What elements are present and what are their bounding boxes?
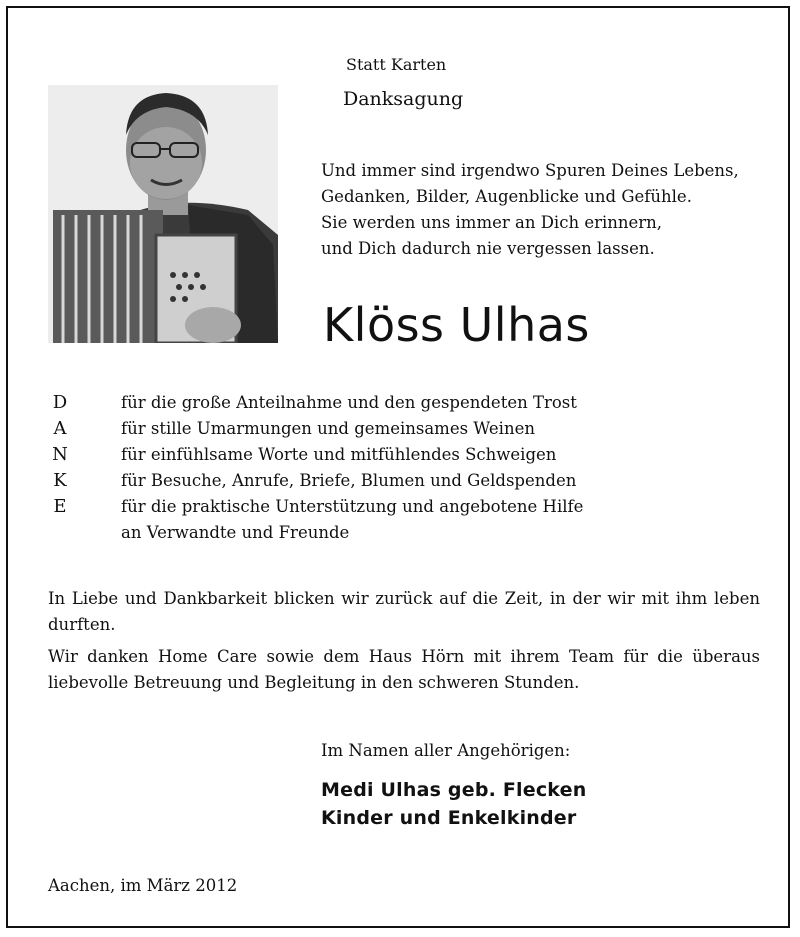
danksagung-heading: Danksagung <box>343 88 464 110</box>
notice-frame <box>6 6 790 928</box>
danke-line: für einfühlsame Worte und mitfühlendes Schweigen <box>121 445 557 464</box>
statt-karten-label: Statt Karten <box>346 55 447 74</box>
deceased-name: Klöss Ulhas <box>323 298 590 352</box>
danke-line: an Verwandte und Freunde <box>121 523 350 542</box>
danke-letter: K <box>53 470 67 491</box>
danke-letter: E <box>53 496 67 517</box>
poem-line: Gedanken, Bilder, Augenblicke und Gefühle. <box>321 187 692 206</box>
danke-letter: D <box>52 392 68 413</box>
danke-line: für stille Umarmungen und gemeinsames Weinen <box>121 419 535 438</box>
signature-intro: Im Namen aller Angehörigen: <box>321 741 571 760</box>
signature-name: Kinder und Enkelkinder <box>321 807 577 829</box>
gratitude-paragraph: In Liebe und Dankbarkeit blicken wir zurück auf die Zeit, in der wir mit ihm leben durften. <box>48 589 760 634</box>
portrait-photo <box>48 85 278 343</box>
place-date: Aachen, im März 2012 <box>48 876 238 895</box>
danke-line: für die große Anteilnahme und den gespendeten Trost <box>121 393 577 412</box>
danke-lines <box>121 390 583 546</box>
danke-letter: A <box>53 418 67 439</box>
danke-vertical-word <box>48 390 72 520</box>
danke-line: für Besuche, Anrufe, Briefe, Blumen und Geldspenden <box>121 471 577 490</box>
poem-line: und Dich dadurch nie vergessen lassen. <box>321 239 655 258</box>
portrait-accordion-photo-icon <box>48 85 278 343</box>
poem-line: Sie werden uns immer an Dich erinnern, <box>321 213 663 232</box>
poem-line: Und immer sind irgendwo Spuren Deines Lebens, <box>321 161 739 180</box>
thanks-care-paragraph: Wir danken Home Care sowie dem Haus Hörn mit ihrem Team für die überaus liebevolle Betreuung und Begleitung in den schweren Stunden. <box>48 647 760 692</box>
signature-names <box>321 776 586 832</box>
poem-block <box>321 158 739 262</box>
danke-line: für die praktische Unterstützung und angebotene Hilfe <box>121 497 584 516</box>
danke-letter: N <box>52 444 68 465</box>
signature-name: Medi Ulhas geb. Flecken <box>321 779 587 801</box>
